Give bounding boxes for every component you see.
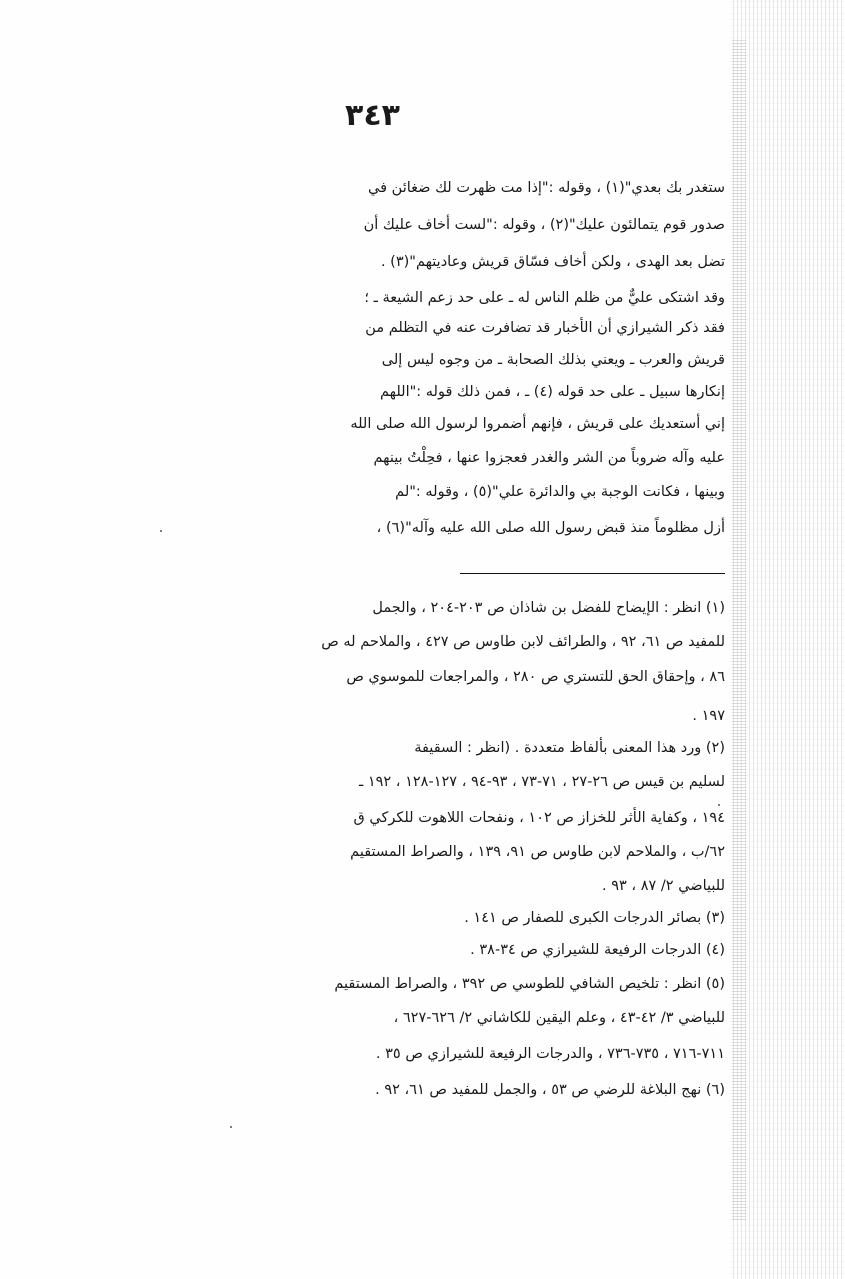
footnote-line: ٦٢/ب ، والملاحم لابن طاوس ص ٩١، ١٣٩ ، والصراط المستقيم: [350, 844, 725, 860]
footnote-line: لسليم بن قيس ص ٢٦-٢٧ ، ٧١-٧٣ ، ٩٣-٩٤ ، ١٢٧-١٢٨ ، ١٩٢ ـ: [358, 774, 725, 790]
scan-speck: [230, 1126, 232, 1128]
body-line: وبينها ، فكانت الوجبة بي والدائرة علي"(٥) ، وقوله :"لم: [395, 484, 725, 500]
footnote-separator: [460, 573, 725, 574]
body-line: صدور قوم يتمالئون عليك"(٢) ، وقوله :"لست أخاف عليك أن: [363, 217, 725, 233]
footnote-line: ١٩٧ .: [692, 708, 725, 724]
body-line: فقد ذكر الشيرازي أن الأخبار قد تضافرت عنه في التظلم من: [365, 320, 725, 336]
scan-speck: [718, 804, 720, 806]
page-number: ٣٤٣: [345, 98, 400, 133]
footnote-line: للمفيد ص ٦١، ٩٢ ، والطرائف لابن طاوس ص ٤٢٧ ، والملاحم له ص: [321, 634, 725, 650]
footnote-line: للبياضي ٣/ ٤٢-٤٣ ، وعلم اليقين للكاشاني ٢/ ٦٢٦-٦٢٧ ،: [393, 1010, 725, 1026]
footnote-line: ٨٦ ، وإحقاق الحق للتستري ص ٢٨٠ ، والمراجعات للموسوي ص: [346, 669, 725, 685]
footnote-line: (٤) الدرجات الرفيعة للشيرازي ص ٣٤-٣٨ .: [470, 942, 725, 958]
body-line: أزل مظلوماً منذ قبض رسول الله صلى الله عليه وآله"(٦) ،: [376, 520, 725, 536]
body-line: إني أستعديك على قريش ، فإنهم أضمروا لرسول الله صلى الله: [350, 416, 725, 432]
body-line: إنكارها سبيل ـ على حد قوله (٤) ـ ، فمن ذلك قوله :"اللهم: [380, 384, 725, 400]
footnote-line: ٧١١-٧١٦ ، ٧٣٥-٧٣٦ ، والدرجات الرفيعة للشيرازي ص ٣٥ .: [375, 1046, 725, 1062]
binding-edge-shadow: [730, 0, 845, 1279]
footnote-line: (٥) انظر : تلخيص الشافي للطوسي ص ٣٩٢ ، والصراط المستقيم: [334, 976, 725, 992]
footnote-line: ١٩٤ ، وكفاية الأثر للخزاز ص ١٠٢ ، ونفحات اللاهوت للكركي ق: [353, 810, 725, 826]
body-line: عليه وآله ضروباً من الشر والغدر فعجزوا عنها ، فحِلْتُ بينهم: [373, 450, 725, 466]
footnote-line: (٣) بصائر الدرجات الكبرى للصفار ص ١٤١ .: [464, 910, 725, 926]
body-line: وقد اشتكى عليٌّ من ظلم الناس له ـ على حد زعم الشيعة ـ ؛: [364, 290, 725, 306]
footnote-line: (١) انظر : الإيضاح للفضل بن شاذان ص ٢٠٣-٢٠٤ ، والجمل: [372, 600, 725, 616]
footnote-line: (٦) نهج البلاغة للرضي ص ٥٣ ، والجمل للمفيد ص ٦١، ٩٢ .: [375, 1082, 725, 1098]
body-line: ستغدر بك بعدي"(١) ، وقوله :"إذا مت ظهرت لك ضغائن في: [368, 180, 725, 196]
scan-speck: [160, 530, 162, 532]
footnote-line: للبياضي ٢/ ٨٧ ، ٩٣ .: [602, 878, 725, 894]
footnote-line: (٢) ورد هذا المعنى بألفاظ متعددة . (انظر : السقيفة: [414, 740, 725, 756]
body-line: تضل بعد الهدى ، ولكن أخاف فسّاق قريش وعاديتهم"(٣) .: [380, 254, 725, 270]
body-line: قريش والعرب ـ ويعني بذلك الصحابة ـ من وجوه ليس إلى: [381, 352, 725, 368]
